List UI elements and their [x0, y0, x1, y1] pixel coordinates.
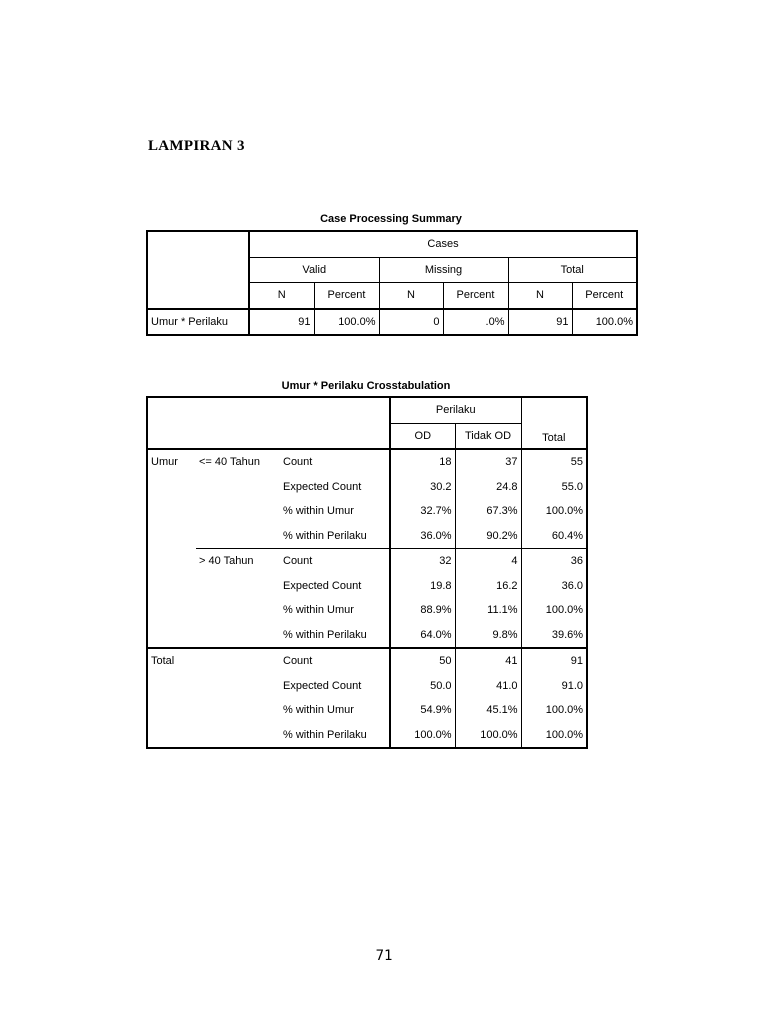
cps-row-label: Umur * Perilaku: [147, 309, 249, 336]
crosstab-cell-total: 91.0: [521, 674, 587, 699]
cps-caption: Case Processing Summary: [320, 213, 462, 225]
crosstab-stat-label: Expected Count: [283, 480, 362, 493]
crosstab-cell-total: 100.0%: [521, 598, 587, 623]
crosstab-caption: Umur * Perilaku Crosstabulation: [281, 380, 451, 392]
crosstab-cell-total: 60.4%: [521, 524, 587, 549]
crosstab-cell-od: 30.2: [390, 475, 455, 500]
crosstab-cell-tidak-od: 37: [455, 449, 521, 475]
crosstab-cell-total: 100.0%: [521, 499, 587, 524]
crosstab-cell-total: 36: [521, 549, 587, 574]
case-processing-summary-table: [146, 230, 638, 336]
cps-sub-header: N: [249, 283, 314, 309]
cps-cell: 100.0%: [314, 309, 379, 336]
crosstab-stat-label: Count: [280, 449, 390, 475]
crosstab-cell-od: 54.9%: [390, 698, 455, 723]
crosstab-cell-tidak-od: 24.8: [455, 475, 521, 500]
cps-sub-header: Percent: [443, 283, 508, 309]
crosstab-cell-tidak-od: 4: [455, 549, 521, 574]
crosstab-corner: [147, 397, 390, 449]
crosstab-cell-total: 55.0: [521, 475, 587, 500]
cps-group-valid: Valid: [249, 257, 379, 283]
page-number: 71: [375, 948, 393, 964]
crosstab-cell-od: 100.0%: [390, 723, 455, 749]
crosstab-cell-od: 19.8: [390, 574, 455, 599]
crosstab-cell-tidak-od: 16.2: [455, 574, 521, 599]
crosstab-col-tidak-od: Tidak OD: [455, 423, 521, 449]
crosstab-cell-total: 36.0: [521, 574, 587, 599]
crosstab-cell-od: 32: [390, 549, 455, 574]
cps-sub-header: Percent: [314, 283, 379, 309]
crosstab-cell-total: 100.0%: [521, 698, 587, 723]
crosstab-stat-label: % within Umur: [283, 505, 354, 518]
cps-cell: 91: [249, 309, 314, 336]
crosstab-cell-tidak-od: 41.0: [455, 674, 521, 699]
crosstab-cell-od: 18: [390, 449, 455, 475]
cps-sub-header: Percent: [572, 283, 637, 309]
crosstab-cell-od: 50.0: [390, 674, 455, 699]
cps-cases-header: Cases: [249, 231, 637, 257]
crosstab-cell-total: 91: [521, 648, 587, 674]
cps-corner: [147, 231, 249, 309]
cps-cell: 0: [379, 309, 443, 336]
crosstab-stat-label: % within Perilaku: [283, 529, 367, 542]
crosstab-cell-od: 36.0%: [390, 524, 455, 549]
cps-group-total: Total: [508, 257, 637, 283]
crosstab-cell-total: 100.0%: [521, 723, 587, 749]
crosstab-cell-od: 50: [390, 648, 455, 674]
crosstab-stat-label: % within Umur: [283, 604, 354, 617]
crosstab-cell-tidak-od: 11.1%: [455, 598, 521, 623]
crosstab-cell-total: 39.6%: [521, 623, 587, 649]
crosstab-stat-label: Count: [280, 648, 390, 674]
crosstab-cell-tidak-od: 90.2%: [455, 524, 521, 549]
crosstab-stat-label: % within Perilaku: [283, 628, 367, 641]
page-heading: LAMPIRAN 3: [148, 138, 245, 154]
crosstab-total-header: Total: [542, 432, 566, 444]
crosstab-cell-tidak-od: 67.3%: [455, 499, 521, 524]
crosstab-stat-label: Expected Count: [283, 679, 362, 692]
crosstab-cell-tidak-od: 100.0%: [455, 723, 521, 749]
crosstab-group-label: > 40 Tahun: [196, 549, 280, 574]
crosstab-cell-tidak-od: 41: [455, 648, 521, 674]
crosstab-group-label: <= 40 Tahun: [196, 449, 280, 475]
crosstab-cell-tidak-od: 9.8%: [455, 623, 521, 649]
cps-group-missing: Missing: [379, 257, 508, 283]
crosstab-perilaku-header: Perilaku: [390, 397, 521, 423]
crosstab-cell-od: 88.9%: [390, 598, 455, 623]
cps-sub-header: N: [379, 283, 443, 309]
crosstab-stat-label: % within Perilaku: [283, 728, 367, 741]
crosstab-cell-od: 32.7%: [390, 499, 455, 524]
crosstab-stat-label: % within Umur: [283, 704, 354, 717]
crosstab-col-od: OD: [390, 423, 455, 449]
crosstab-cell-total: 55: [521, 449, 587, 475]
cps-cell: .0%: [443, 309, 508, 336]
crosstab-table: [146, 396, 588, 749]
cps-cell: 91: [508, 309, 572, 336]
crosstab-cell-tidak-od: 45.1%: [455, 698, 521, 723]
crosstab-cell-od: 64.0%: [390, 623, 455, 649]
cps-sub-header: N: [508, 283, 572, 309]
crosstab-stat-label: Count: [280, 549, 390, 574]
crosstab-var-label: Umur: [147, 449, 196, 475]
crosstab-stat-label: Expected Count: [283, 579, 362, 592]
cps-cell: 100.0%: [572, 309, 637, 336]
crosstab-total-header-cell: [521, 397, 587, 449]
crosstab-total-label: Total: [147, 648, 280, 674]
